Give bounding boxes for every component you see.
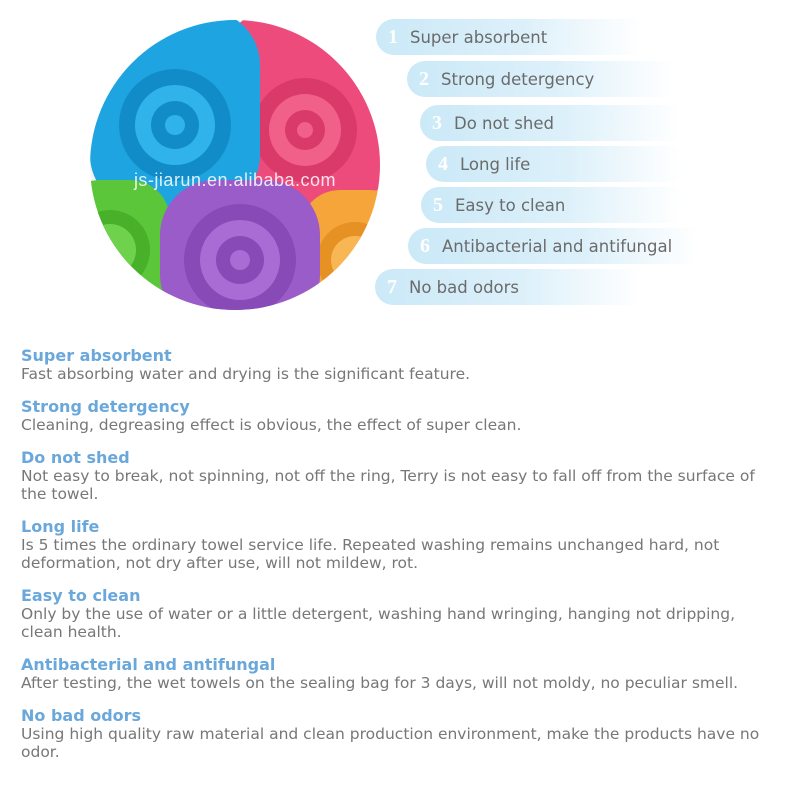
pill-label: No bad odors [409, 277, 520, 297]
feature-title: Strong detergency [21, 397, 190, 416]
pill-item-6 [408, 228, 698, 264]
feature-item [21, 346, 776, 383]
pill-item-2 [407, 61, 672, 97]
pill-item-7 [375, 269, 640, 305]
towel-rolls-image [90, 20, 380, 310]
pill-number: 6 [420, 234, 430, 257]
watermark-text: js-jiarun.en.alibaba.com [133, 170, 337, 190]
feature-description: Is 5 times the ordinary towel service life. Repeated washing remains unchanged hard, not deformation, not dry after use, will not mildew, rot. [21, 536, 720, 572]
feature-description: Cleaning, degreasing effect is obvious, the effect of super clean. [21, 416, 522, 434]
feature-title: Long life [21, 517, 100, 536]
feature-title: No bad odors [21, 706, 142, 725]
pill-label: Do not shed [454, 113, 554, 133]
feature-item [21, 655, 776, 692]
pill-number: 1 [388, 25, 398, 48]
feature-title: Easy to clean [21, 586, 141, 605]
feature-item [21, 448, 776, 503]
pill-item-3 [420, 105, 680, 141]
feature-title: Antibacterial and antifungal [21, 655, 276, 674]
feature-title: Super absorbent [21, 346, 172, 365]
feature-list [21, 346, 776, 775]
pill-label: Antibacterial and antifungal [442, 236, 673, 256]
pill-label: Super absorbent [410, 27, 548, 47]
feature-title: Do not shed [21, 448, 130, 467]
towel-photo [90, 20, 380, 310]
pill-item-5 [421, 187, 681, 223]
pill-label: Long life [460, 154, 531, 174]
pill-item-4 [426, 146, 681, 182]
pill-number: 7 [387, 275, 397, 298]
pill-number: 4 [438, 152, 448, 175]
feature-item [21, 706, 776, 761]
pill-label: Easy to clean [455, 195, 566, 215]
feature-description: Not easy to break, not spinning, not off the ring, Terry is not easy to fall off from the surface of the towel. [21, 467, 755, 503]
feature-item [21, 517, 776, 572]
pill-item-1 [376, 19, 641, 55]
feature-item [21, 586, 776, 641]
pill-number: 2 [419, 67, 429, 90]
pill-label: Strong detergency [441, 69, 595, 89]
feature-item [21, 397, 776, 434]
feature-description: Using high quality raw material and clean production environment, make the products have no odor. [21, 725, 760, 761]
pill-number: 3 [432, 111, 442, 134]
feature-description: Only by the use of water or a little detergent, washing hand wringing, hanging not dripping, clean health. [21, 605, 736, 641]
feature-description: After testing, the wet towels on the sealing bag for 3 days, will not moldy, no peculiar smell. [21, 674, 739, 692]
hero-section [0, 0, 790, 330]
pill-number: 5 [433, 193, 443, 216]
feature-description: Fast absorbing water and drying is the significant feature. [21, 365, 471, 383]
